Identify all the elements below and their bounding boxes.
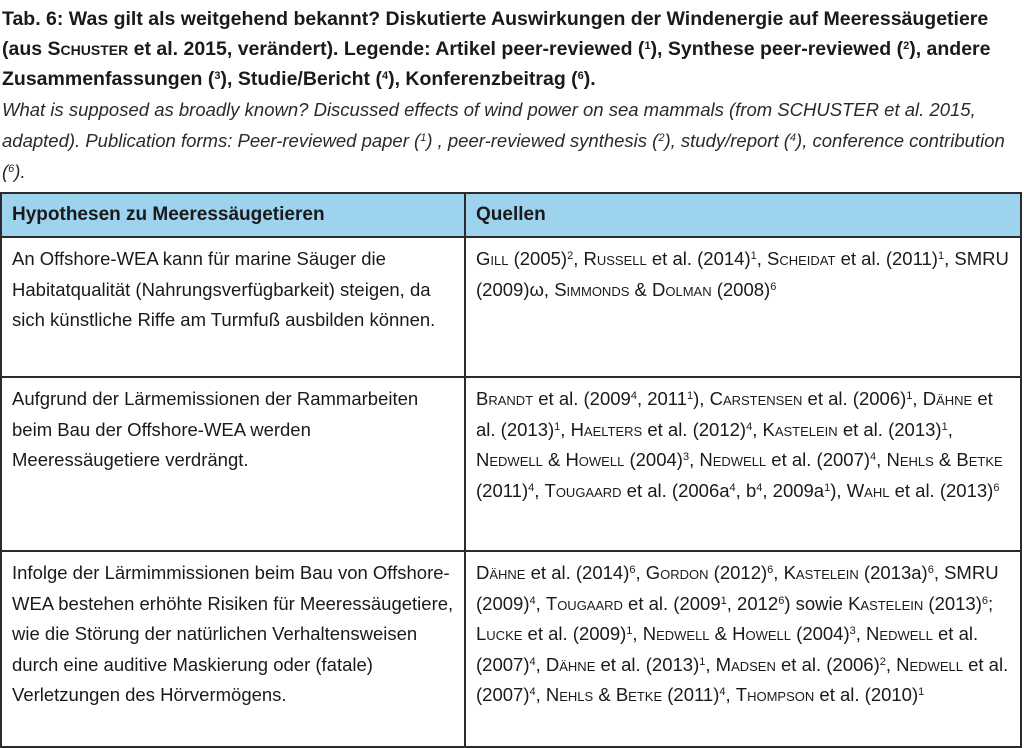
legend-number: 2 [658, 132, 665, 144]
source-separator: , [689, 449, 700, 470]
source-author: SMRU [954, 248, 1009, 269]
legend-text: ), conference contribution ( [2, 130, 1005, 182]
source-author: Kastelein [783, 562, 859, 583]
source-type-marker: 4 [729, 481, 736, 494]
source-separator: , [705, 653, 716, 675]
source-separator: , [885, 653, 897, 675]
caption-de-head: Tab. 6: Was gilt als weitgehend bekannt? Diskutierte Auswirkungen der Windenergie auf Meeressäugetiere (aus [2, 8, 989, 60]
table-caption [0, 0, 1022, 187]
source-separator: , [632, 623, 643, 644]
source-type-marker: 4 [630, 390, 637, 402]
legend-number: 3 [214, 70, 221, 82]
source-author: Dähne [922, 388, 973, 409]
source-type-marker: 4 [756, 481, 763, 494]
source-author: Dähne [476, 562, 526, 583]
source-separator: , [752, 418, 763, 440]
source-year: (2009) [476, 592, 530, 614]
source-author: Nehls & Betke [886, 449, 1003, 470]
source-author: Lucke [476, 623, 523, 644]
source-year: et al. (2012) [642, 418, 747, 440]
legend-text: ), Studie/Bericht ( [220, 68, 382, 90]
source-year: et al. (2009 [622, 592, 721, 614]
source-type-marker: 6 [993, 481, 1000, 494]
source-author: Tougaard [545, 592, 623, 614]
source-type-marker: 1 [937, 250, 945, 262]
source-separator: , [535, 653, 546, 675]
source-separator: , 2012 [726, 592, 779, 614]
source-type-marker: 1 [699, 655, 706, 668]
legend-text: ), Synthese peer-reviewed ( [650, 38, 904, 60]
source-separator: , [944, 248, 955, 269]
source-type-marker: 4 [528, 481, 535, 494]
source-year: (2012) [708, 562, 768, 583]
source-separator: , [535, 592, 546, 614]
source-year: et al. (2007) [476, 653, 1009, 705]
table-row [1, 237, 1021, 377]
source-type-marker: 6 [629, 564, 636, 576]
source-separator: , 2011 [636, 388, 688, 409]
hypotheses-table [0, 192, 1022, 748]
legend-number: 1 [644, 40, 651, 52]
source-year: et al. (2014) [525, 562, 630, 583]
source-separator: ; [988, 592, 994, 614]
source-year: et al. (2009 [533, 388, 631, 409]
source-year: et al. (2014) [646, 248, 751, 269]
source-year: et al. (2013) [595, 653, 700, 675]
source-type-marker: 2 [879, 655, 886, 668]
source-separator: , [912, 388, 923, 409]
caption-en-pre: What is supposed as broadly known? Discussed effects of wind power on sea mammals (from SCHUSTER et al. 2015, adapted). Publication forms: Peer-reviewed paper ( [2, 99, 976, 151]
caption-german [2, 4, 1020, 94]
source-year: et al. (2006a [621, 479, 730, 501]
source-type-marker: 6 [770, 280, 777, 293]
source-type-marker: 3 [682, 451, 690, 463]
source-separator: , [573, 248, 584, 269]
source-author: Nehls & Betke [545, 684, 663, 705]
legend-text: ). [14, 161, 26, 182]
source-separator: , [876, 449, 887, 470]
source-year: et al. (2006) [802, 388, 907, 409]
source-type-marker: 1 [941, 420, 948, 433]
source-separator: , [855, 623, 867, 644]
source-author: Brandt [476, 388, 534, 409]
source-type-marker: 4 [529, 594, 536, 607]
source-author: Kastelein [762, 418, 838, 440]
source-author: Haelters [570, 418, 643, 440]
source-separator: , 2009a [762, 479, 825, 501]
source-type-marker: 6 [981, 594, 989, 607]
source-type-marker: 4 [870, 451, 877, 463]
source-year: (2005) [508, 248, 568, 269]
legend-number: 1 [420, 132, 427, 144]
source-year: (2004) [624, 449, 683, 470]
table-header-row [1, 193, 1021, 237]
source-year: et al. (2007) [766, 449, 871, 470]
source-type-marker: 4 [529, 655, 536, 668]
source-year: (2013a) [858, 562, 928, 583]
source-author: SMRU [944, 562, 999, 583]
source-type-marker: 6 [927, 564, 934, 576]
source-author: Russell [583, 248, 647, 269]
legend-text: ) , peer-reviewed synthesis ( [426, 130, 659, 151]
source-type-marker: 4 [719, 686, 726, 698]
sources-cell [465, 377, 1021, 551]
source-separator: , [635, 562, 646, 583]
source-type-marker: 2 [567, 250, 574, 262]
source-separator: , [773, 562, 784, 583]
source-author: Wahl [846, 479, 890, 501]
legend-number: 2 [903, 40, 910, 52]
legend-text: ), Konferenzbeitrag ( [388, 68, 578, 90]
source-type-marker: 4 [746, 420, 753, 433]
source-type-marker: 1 [906, 390, 913, 402]
source-type-marker: 1 [687, 390, 694, 402]
source-author: Carstensen [709, 388, 803, 409]
source-separator: , [947, 418, 953, 440]
source-year: et al. (2011) [835, 248, 938, 269]
source-separator: , [725, 684, 736, 705]
source-separator: , [933, 562, 945, 583]
legend-text: ), andere Zusammenfassungen ( [2, 38, 991, 90]
source-type-marker: 1 [824, 481, 831, 494]
source-author: Nedwell [866, 623, 933, 644]
source-separator: , [756, 248, 768, 269]
legend-text: ). [583, 68, 596, 90]
source-year: et al. (2006) [775, 653, 880, 675]
source-type-marker: 4 [529, 686, 536, 698]
source-separator: ) sowie [784, 592, 849, 614]
header-sources: Quellen [465, 193, 1021, 237]
source-type-marker: 6 [767, 564, 774, 576]
caption-english [2, 94, 1020, 187]
source-year: et al. (2009) [522, 623, 627, 644]
legend-number: 6 [8, 163, 15, 175]
source-year: et al. (2007) [476, 623, 979, 675]
hypothesis-cell: Aufgrund der Lärmemissionen der Rammarbeiten beim Bau der Offshore-WEA werden Meeressäugetiere verdrängt. [1, 377, 465, 551]
source-year: et al. (2010) [814, 684, 919, 705]
source-author: Scheidat [767, 248, 836, 269]
source-year: (2013) [923, 592, 982, 614]
hypothesis-cell: An Offshore-WEA kann für marine Säuger die Habitatqualität (Nahrungsverfügbarkeit) steigen, da sich künstliche Riffe am Turmfuß ausbilden können. [1, 237, 465, 377]
source-year: (2009)ω, [476, 278, 555, 300]
legend-number: 4 [789, 132, 797, 144]
sources-cell [465, 551, 1021, 747]
source-year: et al. (2013) [837, 418, 942, 440]
source-author: Gill [476, 248, 509, 269]
source-separator: ), [830, 479, 847, 501]
source-type-marker: 1 [720, 594, 727, 607]
source-type-marker: 1 [626, 625, 633, 637]
hypothesis-cell: Infolge der Lärmimmissionen beim Bau von Offshore-WEA bestehen erhöhte Risiken für Meeressäugetiere, wie die Störung der natürlichen Verhaltensweisen durch eine auditive Maskierung oder (fatale) Verletzungen des Hörvermögens. [1, 551, 465, 747]
source-author: Nedwell & Howell [476, 449, 625, 470]
source-separator: ), [693, 388, 710, 409]
source-author: Nedwell [896, 653, 963, 675]
legend-number: 4 [381, 70, 389, 82]
source-type-marker: 6 [778, 594, 785, 607]
source-separator: , [535, 684, 546, 705]
source-year: et al. (2013) [476, 388, 993, 440]
legend-number: 6 [577, 70, 584, 82]
source-year: (2011) [662, 684, 720, 705]
caption-de-mid: et al. 2015, verändert). Legende: Artikel peer-reviewed ( [128, 38, 645, 60]
source-author: Madsen [715, 653, 776, 675]
source-separator: , [534, 479, 545, 501]
source-separator: , [560, 418, 571, 440]
source-author: Nedwell & Howell [642, 623, 792, 644]
source-author: Dähne [545, 653, 596, 675]
sources-cell [465, 237, 1021, 377]
source-year: (2008) [711, 278, 771, 300]
source-author: Nedwell [699, 449, 767, 470]
source-author: Simmonds & Dolman [554, 278, 712, 300]
legend-text: ), study/report ( [664, 130, 790, 151]
source-separator: , b [735, 479, 757, 501]
source-author: Thompson [735, 684, 815, 705]
source-year: (2011) [476, 479, 529, 501]
header-hypotheses: Hypothesen zu Meeressäugetieren [1, 193, 465, 237]
table-row [1, 551, 1021, 747]
source-type-marker: 3 [849, 625, 856, 637]
caption-de-author: Schuster [47, 38, 129, 60]
source-type-marker: 1 [918, 686, 925, 698]
source-author: Kastelein [848, 592, 924, 614]
source-year: et al. (2013) [889, 479, 994, 501]
source-author: Gordon [645, 562, 709, 583]
source-author: Tougaard [544, 479, 622, 501]
source-year: (2004) [791, 623, 850, 644]
source-type-marker: 1 [554, 420, 561, 433]
table-row [1, 377, 1021, 551]
source-type-marker: 1 [750, 250, 757, 262]
